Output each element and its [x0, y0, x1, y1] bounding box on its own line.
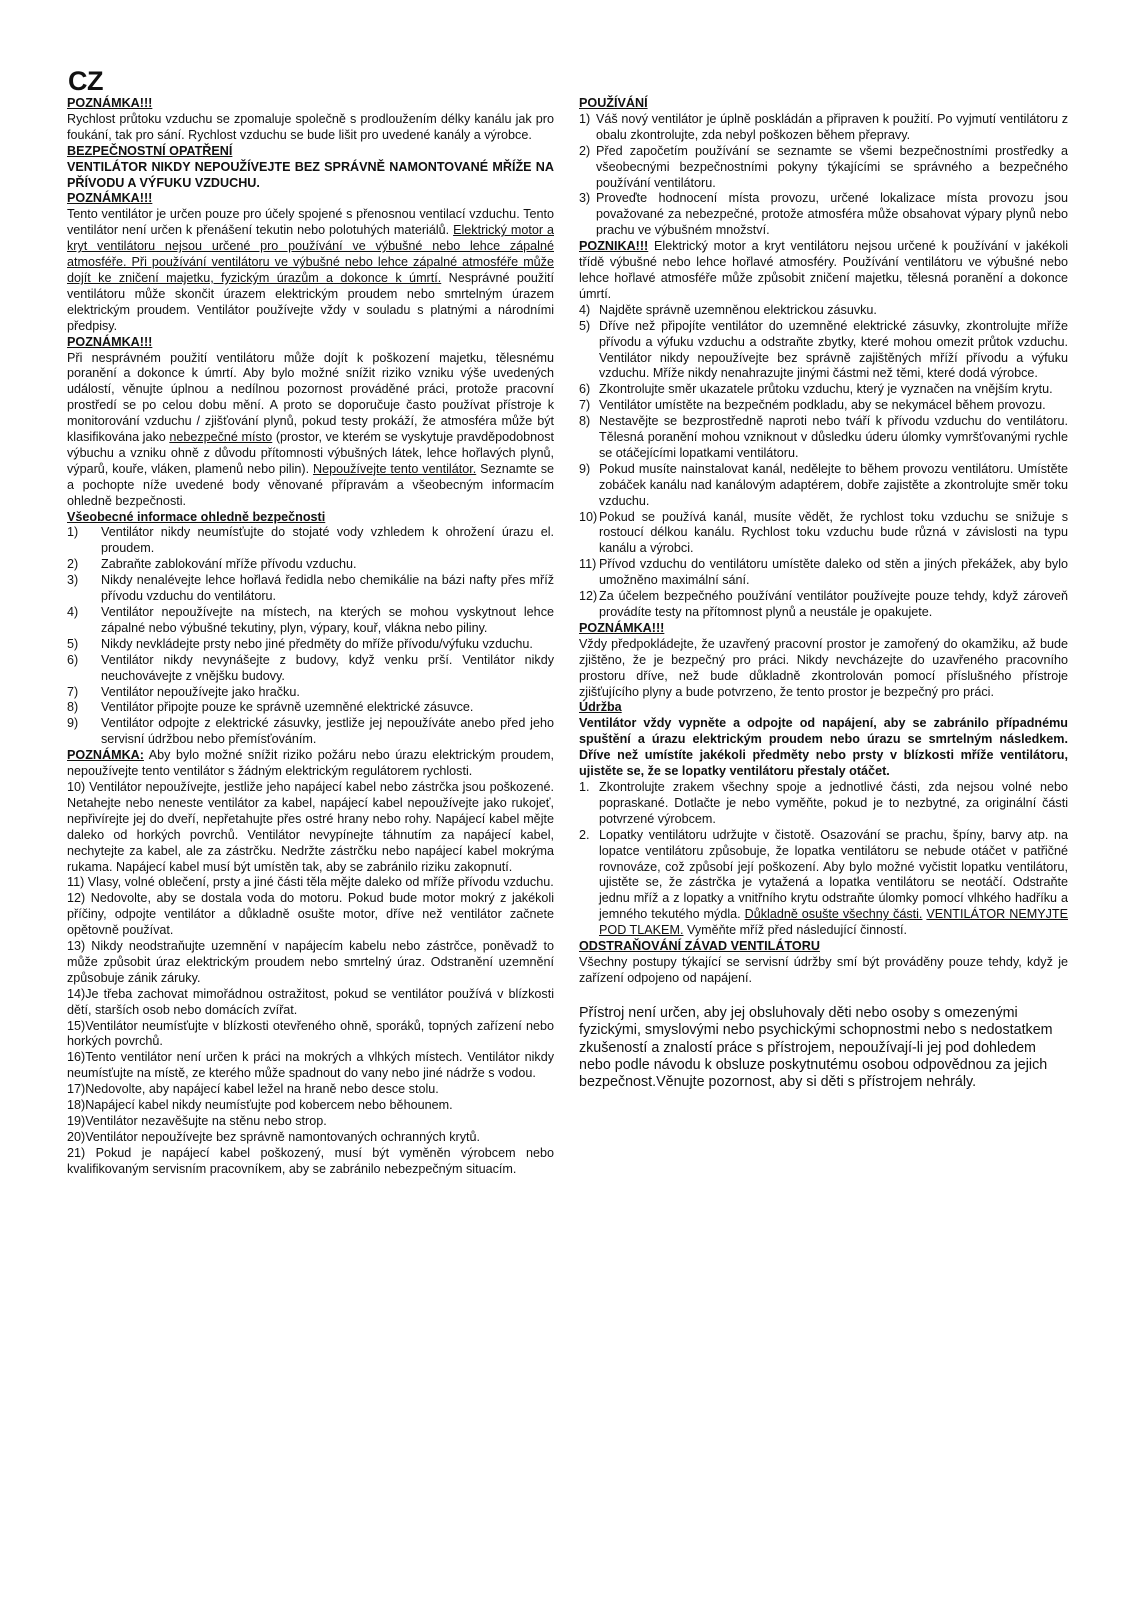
list-item	[67, 557, 554, 573]
list-item	[579, 303, 1068, 319]
numbered-paragraph: 10) Ventilátor nepoužívejte, jestliže jeho napájecí kabel nebo zástrčka jsou poškozené. Netahejte nebo neneste ventilátor za kabel, napájecí kabel nepoužívejte jako rukojeť, nepřivírejte jej do dveří, nepřetahujte přes ostré hrany nebo rohy. Napájecí kabel mějte daleko od horkých povrchů. Ventilátor nevypínejte táhnutím za napájecí kabel, nechytejte za kabel, ale za zástrčku. Nedržte zástrčku nebo napájecí kabel mokrýma rukama. Napájecí kabel musí být umístěn tak, aby se zabránilo riziku zakopnutí.	[67, 779, 554, 874]
list-item	[67, 637, 554, 653]
list-item-text: Dříve než připojíte ventilátor do uzemněné elektrické zásuvky, zkontrolujte mříže přívodu a výfuku vzduchu a odstraňte zbytky, které mohou omezit průtok vzduchu. Ventilátor nikdy nepoužívejte bez správně zajištěných mříží přívodu a výfuku vzduchu. Mříže nikdy nenahrazujte jinými částmi než těmi, které dodá výrobce.	[599, 318, 1068, 381]
note-text: Tento ventilátor je určen pouze pro účely spojené s přenosnou ventilací vzduchu. Tento ventilátor není určen k přenášení tekutin nebo polotuhých materiálů.	[67, 207, 554, 238]
list-item-text: Nikdy nenalévejte lehce hořlavá ředidla nebo chemikálie na bázi nafty přes mříž přívodu vzduchu do ventilátoru.	[101, 573, 554, 604]
list-item-text: Zabraňte zablokování mříže přívodu vzduchu.	[101, 557, 357, 572]
numbered-paragraph: 20)Ventilátor nepoužívejte bez správně namontovaných ochranných krytů.	[67, 1129, 481, 1144]
list-item	[579, 510, 1068, 558]
right-column	[579, 96, 1068, 1092]
numbered-paragraph: 15)Ventilátor neumísťujte v blízkosti otevřeného ohně, sporáků, topných zařízení nebo horkých povrchů.	[67, 1018, 554, 1049]
list-item-number: 3)	[579, 191, 591, 206]
note-heading: POZNÁMKA!!!	[67, 191, 153, 206]
list-item-text: Ventilátor nepoužívejte na místech, na kterých se mohou vyskytnout lehce zápalné nebo výbušné tekutiny, plyn, výpary, kouř, vlákna nebo piliny.	[101, 605, 554, 635]
general-safety-heading: Všeobecné informace ohledně bezpečnosti	[67, 509, 326, 524]
language-code: CZ	[68, 66, 103, 96]
numbered-paragraph: 19)Ventilátor nezavěšujte na stěnu nebo strop.	[67, 1114, 327, 1128]
list-item-text: Pokud se používá kanál, musíte vědět, že rychlost toku vzduchu se snižuje s rostoucí délkou kanálu. Rychlost toku vzduchu bude různá v závislosti na typu kanálu a výrobci.	[599, 509, 1068, 556]
list-item	[579, 462, 1068, 510]
general-safety-list	[67, 525, 554, 748]
note-text: Při nesprávném použití ventilátoru může dojít k poškození majetku, tělesnému poranění a dokonce k úmrtí. Aby bylo možné snížit riziko vzniku výše uvedených událostí, věnujte úplnou a nedílnou pozornost prováděné práci, protože pracovní prostředí se po celou dobu mění. A proto se doporučuje často používat přístroje k monitorování vzduchu / zjišťování plynů, pokud testy prokáží, že atmosféra může být klasifikována jako	[67, 350, 554, 445]
list-item	[579, 112, 1068, 144]
list-item-number: 6)	[579, 382, 591, 397]
list-item	[67, 525, 554, 557]
note-text: (prostor, ve kterém se vyskytuje pravděpodobnost výbuchu a vzniku ohně z důvodu přítomnosti výbušných látek, lehce hořlavých plynů, výparů, kouře, vláken, plamenů nebo pilin).	[67, 430, 554, 476]
note-heading: POZNÁMKA!!!	[67, 334, 153, 349]
list-item-number: 12)	[579, 589, 598, 604]
list-item-text: Najděte správně uzemněnou elektrickou zásuvku.	[599, 302, 877, 317]
safety-warning: VENTILÁTOR NIKDY NEPOUŽÍVEJTE BEZ SPRÁVNĚ NAMONTOVANÉ MŘÍŽE NA PŘÍVODU A VÝFUKU VZDUCHU.	[67, 159, 554, 190]
list-item-number: 8)	[67, 700, 79, 715]
safety-heading: BEZPEČNOSTNÍ OPATŘENÍ	[67, 143, 233, 158]
list-item-text: Ventilátor nikdy neumísťujte do stojaté vody vzhledem k ohrožení úrazu el. proudem.	[101, 525, 554, 556]
list-item	[67, 685, 554, 701]
underlined-instruction: VENTILÁTOR NEMYJTE POD TLAKEM.	[599, 907, 1068, 938]
underlined-instruction: Důkladně osušte všechny části.	[744, 907, 923, 922]
note-underlined-text: Nepoužívejte tento ventilátor.	[312, 461, 477, 476]
warning-paragraph	[579, 239, 1068, 303]
list-item-number: 6)	[67, 652, 79, 667]
warning-label: POZNIKA!!!	[579, 239, 649, 254]
list-item	[579, 589, 1068, 621]
list-item-text: Ventilátor umístěte na bezpečném podkladu, aby se nekymácel během provozu.	[599, 398, 1046, 413]
list-item-number: 9)	[579, 461, 591, 476]
usage-list-continued	[579, 303, 1068, 621]
list-item-text: Nikdy nevkládejte prsty nebo jiné předměty do mříže přívodu/výfuku vzduchu.	[101, 636, 533, 651]
list-item-text-part: Vyměňte mříž před následující činností.	[683, 923, 907, 938]
numbered-paragraph: 14)Je třeba zachovat mimořádnou ostražitost, pokud se ventilátor používá v blízkosti dětí, starších osob nebo domácích zvířat.	[67, 986, 554, 1017]
list-item	[67, 700, 554, 716]
list-item-number: 3)	[67, 573, 79, 588]
list-item-number: 5)	[67, 636, 79, 651]
list-item	[579, 414, 1068, 462]
warning-text: Elektrický motor a kryt ventilátoru nejsou určené k používání v jakékoli třídě výbušné nebo lehce hořlavé atmosféry. Používání ventilátoru ve výbušné nebo lehce hořlavé atmosféře může způsobit zničení majetku, tělesná poranění a dokonce úmrtí.	[579, 239, 1068, 301]
list-item-text: Před započetím používání se seznamte se všemi bezpečnostními prostředky a všeobecnými bezpečnostními pokyny týkajícími se správného a bezpečného používání ventilátoru.	[596, 143, 1068, 190]
list-item-text: Ventilátor odpojte z elektrické zásuvky, jestliže jej nepoužíváte anebo před jeho servisní údržbou nebo přemísťováním.	[101, 716, 554, 747]
list-item-text: Zkontrolujte zrakem všechny spoje a jednotlivé části, zda nejsou volné nebo popraskané. Dotlačte je nebo vyměňte, pokud je to nezbytné, za originální části potvrzené výrobcem.	[599, 779, 1068, 826]
note-paragraph	[67, 351, 554, 510]
list-item-number: 1.	[579, 779, 590, 794]
list-item	[67, 716, 554, 748]
list-item-number: 7)	[579, 398, 591, 413]
numbered-paragraph: 11) Vlasy, volné oblečení, prsty a jiné části těla mějte daleko od mříže přívodu vzduchu.	[67, 875, 554, 890]
list-item	[579, 191, 1068, 239]
maintenance-list	[579, 780, 1068, 939]
list-item-text: Za účelem bezpečného používání ventilátor používejte pouze tehdy, když zároveň provádíte testy na přítomnost plynů a neustále je opakujete.	[599, 589, 1068, 619]
list-item	[579, 557, 1068, 589]
list-item-number: 10)	[579, 509, 598, 524]
list-item-text: Přívod vzduchu do ventilátoru umístěte daleko od stěn a jiných překážek, aby bylo umožněno maximální sání.	[599, 557, 1068, 588]
list-item-text: Váš nový ventilátor je úplně poskládán a připraven k použití. Po vyjmutí ventilátoru z obalu zkontrolujte, zda nebyl poškozen během přepravy.	[596, 111, 1068, 142]
list-item-text: Ventilátor nikdy nevynášejte z budovy, když venku prší. Ventilátor nikdy neuchovávejte z vnějšku budovy.	[101, 652, 554, 683]
list-item-number: 2)	[67, 557, 79, 572]
list-item	[579, 382, 1068, 398]
numbered-paragraph: 12) Nedovolte, aby se dostala voda do motoru. Pokud bude motor mokrý z jakékoli příčiny, odpojte ventilátor a důkladně osušte motor, dříve než ventilátor začnete opětovně používat.	[67, 891, 554, 938]
numbered-paragraph: 13) Nikdy neodstraňujte uzemnění v napájecím kabelu nebo zástrčce, poněvadž to může způsobit úraz elektrickým proudem nebo smrtelný úraz. Odstranění uzemnění způsobuje zánik záruky.	[67, 939, 554, 985]
list-item-text	[599, 828, 1068, 939]
usage-list	[579, 112, 1068, 239]
list-item-number: 4)	[67, 605, 79, 619]
list-item-text: Proveďte hodnocení místa provozu, určené lokalizace místa provozu jsou považované za nebezpečné, protože atmosféra může obsahovat výpary plynů nebo prachu ve výbušném množství.	[596, 191, 1068, 238]
list-item	[579, 398, 1068, 414]
note-paragraph	[67, 207, 554, 334]
numbered-paragraph: 18)Napájecí kabel nikdy neumísťujte pod kobercem nebo běhounem.	[67, 1098, 453, 1113]
list-item-number: 4)	[579, 302, 591, 317]
list-item-number: 11)	[579, 557, 597, 572]
list-item-text: Zkontrolujte směr ukazatele průtoku vzduchu, který je vyznačen na vnějším krytu.	[599, 382, 1053, 397]
note-heading: POZNÁMKA!!!	[579, 620, 665, 635]
list-item-number: 8)	[579, 414, 591, 429]
maintenance-warning: Ventilátor vždy vypněte a odpojte od napájení, aby se zabránilo případnému spuštění a úrazu elektrickým proudem nebo úrazu se smrtelným následkem. Dříve než umístíte jakékoli předměty nebo prsty v blízkosti mříže ventilátoru, ujistěte se, že se lopatky ventilátoru přestaly otáčet.	[579, 716, 1068, 779]
list-item-number: 9)	[67, 716, 79, 731]
child-safety-notice: Přístroj není určen, aby jej obsluhovaly děti nebo osoby s omezenými fyzickými, smyslovými nebo psychickými schopnostmi nebo s nedostatkem zkušeností a znalostí práce s přístrojem, nepoužívají-li jej pod dohledem nebo podle návodu k obsluze poskytnutému osobou odpovědnou za jejich bezpečnost.Věnujte pozornost, aby si děti s přístrojem nehrály.	[579, 1004, 1053, 1091]
numbered-paragraph: 17)Nedovolte, aby napájecí kabel ležel na hraně nebo desce stolu.	[67, 1082, 439, 1097]
list-item	[579, 828, 1068, 939]
troubleshooting-heading: ODSTRAŇOVÁNÍ ZÁVAD VENTILÁTORU	[579, 939, 820, 954]
list-item	[67, 573, 554, 605]
note-paragraph	[67, 748, 554, 780]
note-text: Seznamte se a pochopte níže uvedené body věnované přípravám a všeobecným informacím ohledně bezpečnosti.	[67, 461, 554, 508]
note-text: Nesprávné použití ventilátoru může skončit úrazem elektrickým proudem nebo smrtelným úrazem elektrickým proudem. Ventilátor používejte vždy v souladu s platnými a národními předpisy.	[67, 270, 554, 333]
list-item-text: Nestavějte se bezprostředně naproti nebo tváří k přívodu vzduchu do ventilátoru. Tělesná poranění mohou vzniknout v důsledku úderu úlomky vymršťovanými rychle se otáčejícími lopatkami ventilátoru.	[599, 414, 1068, 460]
note-label: POZNÁMKA:	[67, 748, 144, 763]
list-item	[579, 319, 1068, 383]
list-item-text: Ventilátor nepoužívejte jako hračku.	[101, 684, 300, 699]
list-item-number: 2.	[579, 827, 590, 842]
numbered-paragraph: 16)Tento ventilátor není určen k práci na mokrých a vlhkých místech. Ventilátor nikdy neumísťujte na místě, ze kterého může spadnout do vany nebo jiné nádrže s vodou.	[67, 1050, 554, 1081]
list-item	[67, 605, 554, 637]
note-text: Vždy předpokládejte, že uzavřený pracovní prostor je zamořený do okamžiku, až bude zjištěno, že je bezpečný pro práci. Nikdy nevcházejte do uzavřeného pracovního prostoru dříve, než bude důkladně zkontrolován pomocí příslušného přístroje zjišťujícího plyny a bude potvrzeno, že tento prostor je bezpečný pro práci.	[579, 636, 1068, 699]
left-column	[67, 96, 554, 1178]
usage-heading: POUŽÍVÁNÍ	[579, 96, 648, 110]
list-item	[579, 780, 1068, 828]
numbered-paragraph: 21) Pokud je napájecí kabel poškozený, musí být vyměněn výrobcem nebo kvalifikovaným servisním pracovníkem, aby se zabránilo nebezpečným situacím.	[67, 1145, 554, 1176]
list-item-number: 1)	[67, 525, 79, 540]
list-item-text: Ventilátor připojte pouze ke správně uzemněné elektrické zásuvce.	[101, 700, 474, 715]
note-text: Rychlost průtoku vzduchu se zpomaluje společně s prodloužením délky kanálu jak pro foukání, tak pro sání. Rychlost vzduchu se bude lišit pro uvedené kanály a výrobce.	[67, 111, 554, 142]
note-underlined-text: Elektrický motor a kryt ventilátoru nejsou určené pro používání ve výbušné nebo lehce zápalné atmosféře. Při používání ventilátoru ve výbušné nebo lehce zápalné atmosféře může dojít ke zničení majetku, fyzickým úrazům a dokonce k úmrtí.	[67, 223, 555, 285]
list-item-text: Pokud musíte nainstalovat kanál, nedělejte to během provozu ventilátoru. Umístěte zobáček kanálu nad kanálovým adaptérem, dobře zajistěte a zkontrolujte směr toku vzduchu.	[599, 461, 1068, 508]
list-item	[579, 144, 1068, 192]
list-item-text-part: Lopatky ventilátoru udržujte v čistotě. Osazování se prachu, špíny, barvy atp. na lopatce ventilátoru způsobuje, že lopatka ventilátoru se nebude otáčet v patřičné rovnováze, což způsobí její poškození. Aby bylo možné vyčistit lopatku ventilátoru, ujistěte se, že zástrčka je vytažená a lopatka ventilátoru se neotáčí. Odstraňte jednu mříž a z lopatky a vnitřního krytu odstraňte úlomky pomocí vlhkého hadříku a jemného tekutého mýdla.	[599, 827, 1068, 922]
list-item	[67, 653, 554, 685]
troubleshooting-text: Všechny postupy týkající se servisní údržby smí být prováděny pouze tehdy, když je zařízení odpojeno od napájení.	[579, 954, 1068, 985]
list-item-number: 2)	[579, 143, 591, 158]
maintenance-heading: Údržba	[579, 700, 622, 715]
note-heading: POZNÁMKA!!!	[67, 96, 153, 110]
note-underlined-text: nebezpečné místo	[169, 430, 273, 445]
list-item-number: 1)	[579, 111, 591, 126]
list-item-number: 5)	[579, 318, 591, 333]
note-text: Aby bylo možné snížit riziko požáru nebo úrazu elektrickým proudem, nepoužívejte tento ventilátor s žádným elektrickým regulátorem rychlosti.	[67, 748, 554, 779]
list-item-number: 7)	[67, 684, 79, 699]
